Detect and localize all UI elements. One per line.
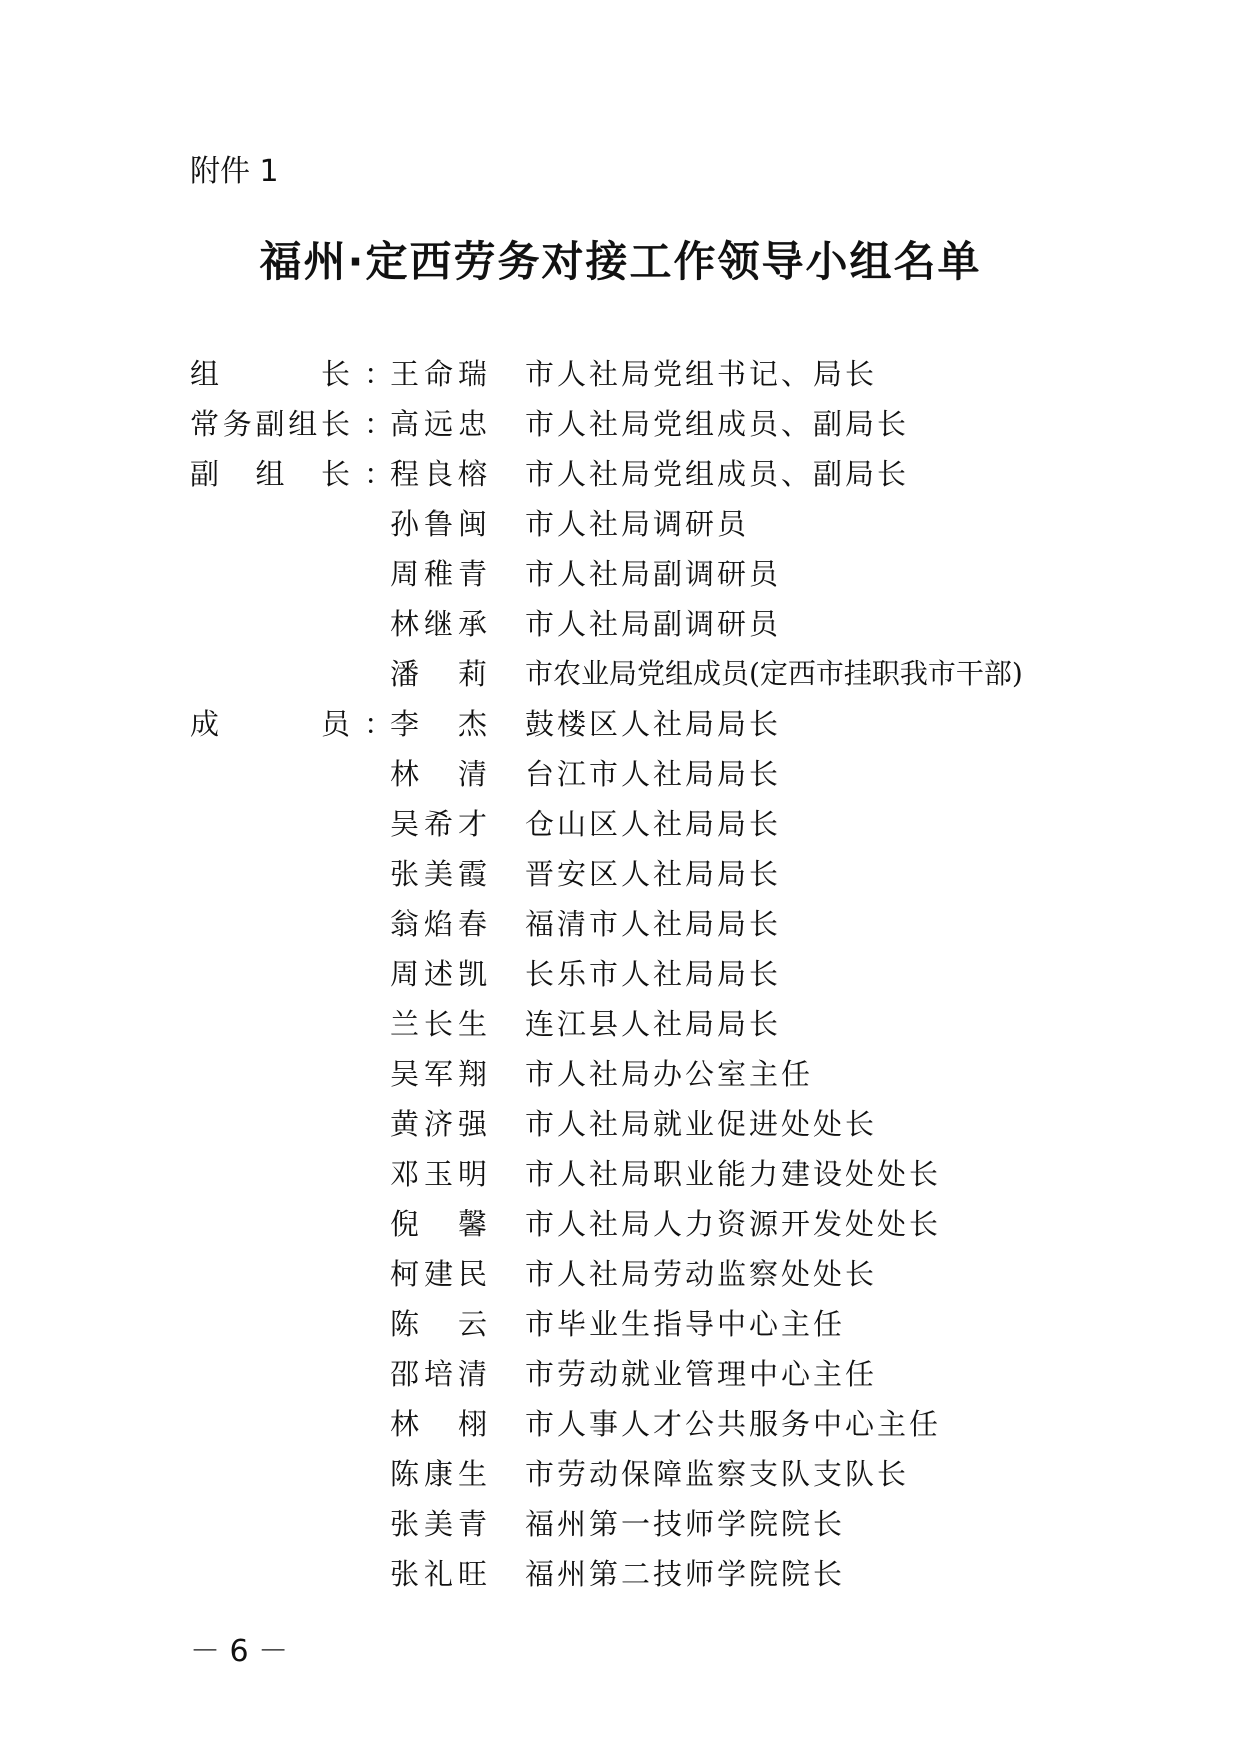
member-duty: 市人事人才公共服务中心主任 <box>525 1406 942 1441</box>
member-duty: 市人社局党组成员、副局长 <box>525 406 910 441</box>
member-duty: 市人社局副调研员 <box>525 606 782 641</box>
member-duty: 市人社局副调研员 <box>525 556 782 591</box>
roster-row <box>190 1197 1190 1247</box>
roster-row <box>190 1447 1190 1497</box>
roster-row <box>190 1497 1190 1547</box>
member-name: 邓 玉 明 <box>390 1156 487 1191</box>
member-name: 潘 莉 <box>390 656 487 691</box>
member-duty: 晋安区人社局局长 <box>525 856 782 891</box>
roster-row <box>190 947 1190 997</box>
role-colon: ： <box>364 356 394 391</box>
roster-row <box>190 747 1190 797</box>
roster-row <box>190 497 1190 547</box>
role-cell <box>190 452 394 493</box>
member-name: 孙 鲁 闽 <box>390 506 487 541</box>
annex-label: 附件 1 <box>190 154 279 189</box>
role-label: 常 务 副 组 长 <box>190 406 350 441</box>
roster-row <box>190 1297 1190 1347</box>
roster-row <box>190 1547 1190 1597</box>
roster-row <box>190 697 1190 747</box>
role-colon: ： <box>364 456 394 491</box>
role-colon: ： <box>364 406 394 441</box>
member-name: 倪 馨 <box>390 1206 487 1241</box>
member-name: 吴 军 翔 <box>390 1056 487 1091</box>
roster-row <box>190 897 1190 947</box>
roster-row <box>190 597 1190 647</box>
member-name: 兰 长 生 <box>390 1006 487 1041</box>
member-duty: 市人社局就业促进处处长 <box>525 1106 878 1141</box>
member-name: 林 栩 <box>390 1406 487 1441</box>
document-title: 福州·定西劳务对接工作领导小组名单 <box>259 237 982 286</box>
member-name: 陈 云 <box>390 1306 487 1341</box>
roster-row <box>190 797 1190 847</box>
roster-row <box>190 1047 1190 1097</box>
role-cell <box>190 702 394 743</box>
member-duty: 市毕业生指导中心主任 <box>525 1306 846 1341</box>
member-name: 陈 康 生 <box>390 1456 487 1491</box>
member-duty: 市人社局人力资源开发处处长 <box>525 1206 942 1241</box>
member-duty: 福州第一技师学院院长 <box>525 1506 846 1541</box>
member-name: 周 述 凯 <box>390 956 487 991</box>
roster-row <box>190 997 1190 1047</box>
page-number: － 6 － <box>190 1634 289 1669</box>
roster-list <box>190 347 1190 1597</box>
role-cell <box>190 352 394 393</box>
member-duty: 台江市人社局局长 <box>525 756 782 791</box>
member-name: 林 继 承 <box>390 606 487 641</box>
role-cell <box>190 402 394 443</box>
member-name: 翁 焰 春 <box>390 906 487 941</box>
roster-row <box>190 647 1190 697</box>
member-duty: 福清市人社局局长 <box>525 906 782 941</box>
member-duty: 市人社局党组成员、副局长 <box>525 456 910 491</box>
roster-row <box>190 847 1190 897</box>
roster-row <box>190 1147 1190 1197</box>
roster-row <box>190 547 1190 597</box>
member-name: 高 远 忠 <box>390 406 487 441</box>
member-duty: 市人社局职业能力建设处处长 <box>525 1156 942 1191</box>
member-duty: 市劳动就业管理中心主任 <box>525 1356 878 1391</box>
member-name: 王 命 瑞 <box>390 356 487 391</box>
member-duty: 市人社局调研员 <box>525 506 750 541</box>
roster-row <box>190 1247 1190 1297</box>
roster-row <box>190 397 1190 447</box>
member-name: 张 礼 旺 <box>390 1556 487 1591</box>
roster-row <box>190 1397 1190 1447</box>
member-name: 黄 济 强 <box>390 1106 487 1141</box>
roster-row <box>190 447 1190 497</box>
member-name: 林 清 <box>390 756 487 791</box>
member-name: 柯 建 民 <box>390 1256 487 1291</box>
member-duty: 鼓楼区人社局局长 <box>525 706 782 741</box>
member-duty: 福州第二技师学院院长 <box>525 1556 846 1591</box>
member-duty: 长乐市人社局局长 <box>525 956 782 991</box>
role-label: 副 组 长 <box>190 456 350 491</box>
roster-row <box>190 1097 1190 1147</box>
role-colon: ： <box>364 706 394 741</box>
member-name: 吴 希 才 <box>390 806 487 841</box>
member-name: 张 美 青 <box>390 1506 487 1541</box>
member-name: 邵 培 清 <box>390 1356 487 1391</box>
member-name: 李 杰 <box>390 706 487 741</box>
member-duty: 市农业局党组成员(定西市挂职我市干部) <box>525 657 1023 690</box>
member-duty: 市人社局劳动监察处处长 <box>525 1256 878 1291</box>
member-duty: 仓山区人社局局长 <box>525 806 782 841</box>
member-duty: 连江县人社局局长 <box>525 1006 782 1041</box>
role-label: 组 长 <box>190 356 350 391</box>
member-name: 程 良 榕 <box>390 456 487 491</box>
roster-row <box>190 347 1190 397</box>
member-name: 周 稚 青 <box>390 556 487 591</box>
member-duty: 市人社局办公室主任 <box>525 1056 814 1091</box>
member-name: 张 美 霞 <box>390 856 487 891</box>
roster-row <box>190 1347 1190 1397</box>
role-label: 成 员 <box>190 706 350 741</box>
member-duty: 市人社局党组书记、局长 <box>525 356 878 391</box>
member-duty: 市劳动保障监察支队支队长 <box>525 1456 910 1491</box>
